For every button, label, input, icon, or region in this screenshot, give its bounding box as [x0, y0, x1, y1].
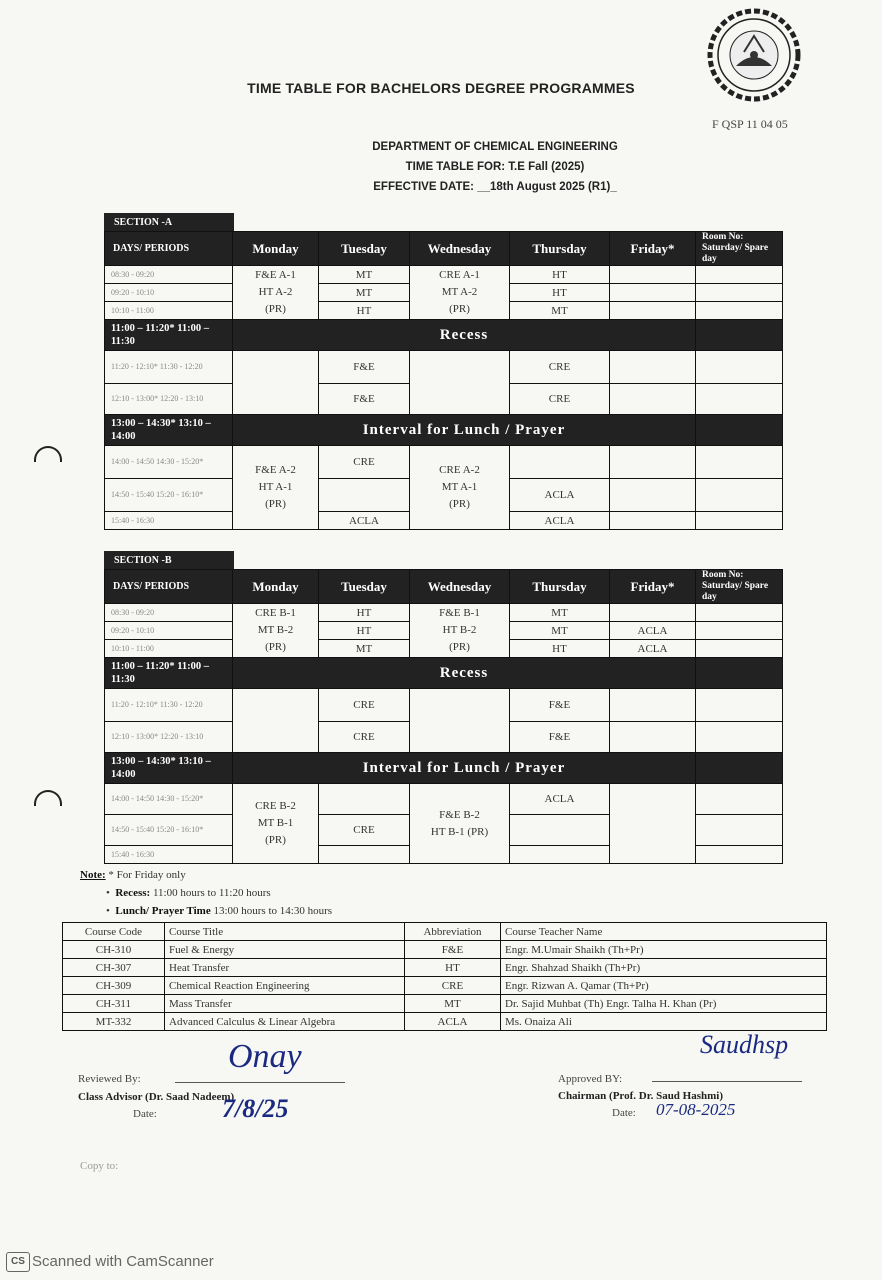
- notes-block: [80, 866, 332, 920]
- band-cell: [696, 415, 783, 446]
- effective-date: EFFECTIVE DATE: __18th August 2025 (R1)_: [373, 181, 617, 193]
- class-cell: MT: [510, 302, 610, 320]
- empty-cell: [410, 351, 510, 415]
- course-cell: CRE: [405, 977, 501, 995]
- period-time: 11:20 - 12:10* 11:30 - 12:20: [105, 351, 233, 384]
- course-row: [63, 977, 827, 995]
- class-cell: HT: [319, 604, 410, 622]
- recess-label: Recess: [233, 658, 696, 689]
- period-time: 08:30 - 09:20: [105, 604, 233, 622]
- course-cell: F&E: [405, 941, 501, 959]
- class-cell: CRE: [319, 689, 410, 722]
- class-cell: MT: [319, 640, 410, 658]
- course-cell: CH-307: [63, 959, 165, 977]
- course-cell: CH-309: [63, 977, 165, 995]
- empty-cell: [610, 266, 696, 284]
- recess-note: • Recess: 11:00 hours to 11:20 hours: [106, 887, 271, 899]
- course-cell: Fuel & Energy: [165, 941, 405, 959]
- signature-line: [175, 1082, 345, 1083]
- empty-cell: [410, 689, 510, 753]
- empty-cell: [696, 446, 783, 479]
- course-table: [62, 922, 827, 1031]
- room-header: Room No: Saturday/ Spare day: [696, 570, 783, 604]
- empty-cell: [696, 479, 783, 512]
- empty-cell: [696, 384, 783, 415]
- course-cell: MT-332: [63, 1013, 165, 1031]
- mon-lab-block: F&E A-1 HT A-2 (PR): [233, 266, 319, 320]
- course-cell: HT: [405, 959, 501, 977]
- class-cell: ACLA: [610, 622, 696, 640]
- period-time: 10:10 - 11:00: [105, 640, 233, 658]
- class-cell: HT: [510, 284, 610, 302]
- handwritten-date-left: 7/8/25: [222, 1094, 289, 1123]
- course-row: [63, 1013, 827, 1031]
- class-cell: MT: [319, 266, 410, 284]
- empty-cell: [696, 284, 783, 302]
- empty-cell: [696, 622, 783, 640]
- empty-cell: [233, 351, 319, 415]
- lunch-label: Interval for Lunch / Prayer: [233, 415, 696, 446]
- course-cell: Heat Transfer: [165, 959, 405, 977]
- empty-cell: [510, 815, 610, 846]
- university-seal: [704, 8, 804, 103]
- class-cell: F&E: [319, 384, 410, 415]
- class-cell: ACLA: [510, 479, 610, 512]
- empty-cell: [319, 846, 410, 864]
- empty-cell: [696, 815, 783, 846]
- signature-line: [652, 1081, 802, 1082]
- reviewed-by-label: Reviewed By:: [78, 1073, 141, 1085]
- punch-hole: [34, 790, 62, 806]
- section-a-label: SECTION -A: [104, 213, 234, 233]
- course-cell: Dr. Sajid Muhbat (Th) Engr. Talha H. Khan (Pr): [501, 995, 827, 1013]
- class-cell: ACLA: [510, 784, 610, 815]
- course-row: [63, 995, 827, 1013]
- period-time: 11:20 - 12:10* 11:30 - 12:20: [105, 689, 233, 722]
- class-cell: ACLA: [510, 512, 610, 530]
- period-time: 14:00 - 14:50 14:30 - 15:20*: [105, 784, 233, 815]
- section-b-label: SECTION -B: [104, 551, 234, 571]
- friday-header: Friday*: [610, 232, 696, 266]
- empty-cell: [510, 446, 610, 479]
- period-time: 15:40 - 16:30: [105, 512, 233, 530]
- empty-cell: [610, 284, 696, 302]
- department-block: [0, 137, 882, 197]
- empty-cell: [610, 351, 696, 384]
- class-cell: MT: [319, 284, 410, 302]
- form-number: F QSP 11 04 05: [712, 117, 788, 131]
- days-periods-header: DAYS/ PERIODS: [105, 570, 233, 604]
- period-time: 10:10 - 11:00: [105, 302, 233, 320]
- mon-lab-block: CRE B-2 MT B-1 (PR): [233, 784, 319, 864]
- class-advisor: Class Advisor (Dr. Saad Nadeem): [78, 1091, 235, 1103]
- class-cell: F&E: [319, 351, 410, 384]
- wednesday-header: Wednesday: [410, 570, 510, 604]
- course-header-cell: Abbreviation: [405, 923, 501, 941]
- handwritten-signature-left: Onay: [228, 1038, 302, 1075]
- lunch-label: Interval for Lunch / Prayer: [233, 753, 696, 784]
- note-line: Note: * For Friday only: [80, 869, 186, 881]
- wednesday-header: Wednesday: [410, 232, 510, 266]
- copy-to: Copy to:: [80, 1160, 119, 1172]
- empty-cell: [696, 846, 783, 864]
- class-cell: HT: [510, 266, 610, 284]
- empty-cell: [696, 689, 783, 722]
- empty-cell: [610, 302, 696, 320]
- period-time: 12:10 - 13:00* 12:20 - 13:10: [105, 384, 233, 415]
- approved-by-label: Approved BY:: [558, 1073, 623, 1085]
- course-cell: Chemical Reaction Engineering: [165, 977, 405, 995]
- empty-cell: [696, 640, 783, 658]
- course-cell: CH-311: [63, 995, 165, 1013]
- band-cell: [696, 320, 783, 351]
- empty-cell: [610, 604, 696, 622]
- course-cell: Engr. M.Umair Shaikh (Th+Pr): [501, 941, 827, 959]
- class-cell: CRE: [510, 351, 610, 384]
- class-cell: ACLA: [319, 512, 410, 530]
- course-cell: Engr. Shahzad Shaikh (Th+Pr): [501, 959, 827, 977]
- empty-cell: [610, 722, 696, 753]
- friday-header: Friday*: [610, 570, 696, 604]
- band-cell: [696, 753, 783, 784]
- empty-cell: [233, 689, 319, 753]
- class-cell: HT: [319, 622, 410, 640]
- course-header-cell: Course Title: [165, 923, 405, 941]
- punch-hole: [34, 446, 62, 462]
- band-cell: [696, 658, 783, 689]
- recess-time: 11:00 – 11:20* 11:00 – 11:30: [105, 320, 233, 351]
- period-time: 08:30 - 09:20: [105, 266, 233, 284]
- section-a-timetable: [104, 231, 783, 530]
- empty-cell: [610, 384, 696, 415]
- class-cell: ACLA: [610, 640, 696, 658]
- class-cell: MT: [510, 604, 610, 622]
- tuesday-header: Tuesday: [319, 570, 410, 604]
- mon-lab-block: CRE B-1 MT B-2 (PR): [233, 604, 319, 658]
- section-b-timetable: [104, 569, 783, 864]
- course-cell: Mass Transfer: [165, 995, 405, 1013]
- empty-cell: [696, 604, 783, 622]
- course-header-cell: Course Code: [63, 923, 165, 941]
- period-time: 14:50 - 15:40 15:20 - 16:10*: [105, 479, 233, 512]
- class-cell: HT: [510, 640, 610, 658]
- empty-cell: [610, 512, 696, 530]
- course-cell: Ms. Onaiza Ali: [501, 1013, 827, 1031]
- empty-cell: [696, 266, 783, 284]
- mon-lab-block: F&E A-2 HT A-1 (PR): [233, 446, 319, 530]
- wed-lab-block: F&E B-2 HT B-1 (PR): [410, 784, 510, 864]
- period-time: 14:00 - 14:50 14:30 - 15:20*: [105, 446, 233, 479]
- class-cell: CRE: [319, 722, 410, 753]
- course-row: [63, 941, 827, 959]
- room-header: Room No: Saturday/ Spare day: [696, 232, 783, 266]
- wed-lab-block: CRE A-1 MT A-2 (PR): [410, 266, 510, 320]
- tuesday-header: Tuesday: [319, 232, 410, 266]
- empty-cell: [610, 689, 696, 722]
- thursday-header: Thursday: [510, 232, 610, 266]
- empty-cell: [696, 512, 783, 530]
- empty-cell: [610, 784, 696, 864]
- empty-cell: [696, 722, 783, 753]
- empty-cell: [319, 784, 410, 815]
- course-table-header: [63, 923, 827, 941]
- course-header-cell: Course Teacher Name: [501, 923, 827, 941]
- date-label-left: Date:: [133, 1108, 157, 1120]
- class-cell: CRE: [319, 815, 410, 846]
- page-title: TIME TABLE FOR BACHELORS DEGREE PROGRAMMES: [247, 80, 635, 96]
- period-time: 09:20 - 10:10: [105, 284, 233, 302]
- chairman: Chairman (Prof. Dr. Saud Hashmi): [558, 1090, 724, 1102]
- days-periods-header: DAYS/ PERIODS: [105, 232, 233, 266]
- time-table-for: TIME TABLE FOR: T.E Fall (2025): [405, 161, 585, 173]
- class-cell: F&E: [510, 722, 610, 753]
- empty-cell: [319, 479, 410, 512]
- period-time: 12:10 - 13:00* 12:20 - 13:10: [105, 722, 233, 753]
- empty-cell: [610, 479, 696, 512]
- lunch-note: • Lunch/ Prayer Time 13:00 hours to 14:30 hours: [106, 905, 333, 917]
- empty-cell: [610, 446, 696, 479]
- empty-cell: [696, 302, 783, 320]
- period-time: 15:40 - 16:30: [105, 846, 233, 864]
- date-label-right: Date:: [612, 1107, 636, 1119]
- class-cell: MT: [510, 622, 610, 640]
- camscanner-logo: CS: [6, 1252, 30, 1272]
- camscanner-text: Scanned with CamScanner: [32, 1253, 214, 1270]
- course-cell: CH-310: [63, 941, 165, 959]
- handwritten-signature-right: Saudhsp: [700, 1030, 789, 1059]
- course-cell: Advanced Calculus & Linear Algebra: [165, 1013, 405, 1031]
- department-name: DEPARTMENT OF CHEMICAL ENGINEERING: [372, 141, 618, 153]
- recess-label: Recess: [233, 320, 696, 351]
- lunch-time: 13:00 – 14:30* 13:10 – 14:00: [105, 415, 233, 446]
- lunch-time: 13:00 – 14:30* 13:10 – 14:00: [105, 753, 233, 784]
- empty-cell: [696, 351, 783, 384]
- empty-cell: [510, 846, 610, 864]
- thursday-header: Thursday: [510, 570, 610, 604]
- course-cell: MT: [405, 995, 501, 1013]
- course-cell: Engr. Rizwan A. Qamar (Th+Pr): [501, 977, 827, 995]
- class-cell: F&E: [510, 689, 610, 722]
- monday-header: Monday: [233, 570, 319, 604]
- class-cell: CRE: [319, 446, 410, 479]
- course-cell: ACLA: [405, 1013, 501, 1031]
- period-time: 09:20 - 10:10: [105, 622, 233, 640]
- handwritten-date-right: 07-08-2025: [656, 1100, 736, 1119]
- empty-cell: [696, 784, 783, 815]
- wed-lab-block: F&E B-1 HT B-2 (PR): [410, 604, 510, 658]
- recess-time: 11:00 – 11:20* 11:00 – 11:30: [105, 658, 233, 689]
- class-cell: HT: [319, 302, 410, 320]
- period-time: 14:50 - 15:40 15:20 - 16:10*: [105, 815, 233, 846]
- class-cell: CRE: [510, 384, 610, 415]
- wed-lab-block: CRE A-2 MT A-1 (PR): [410, 446, 510, 530]
- monday-header: Monday: [233, 232, 319, 266]
- course-row: [63, 959, 827, 977]
